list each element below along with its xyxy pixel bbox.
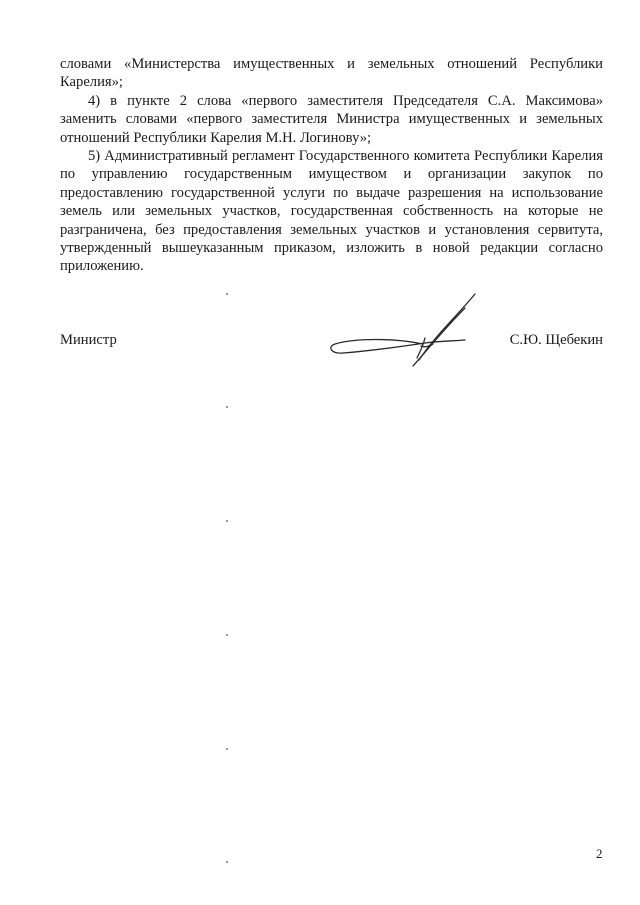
paragraph-continuation: словами «Министерства имущественных и земельных отношений Республики Карелия»; xyxy=(60,56,603,91)
scan-dot xyxy=(226,634,228,636)
scan-dot xyxy=(226,406,228,408)
page-number: 2 xyxy=(596,846,603,861)
paragraph-item-4: 4) в пункте 2 слова «первого заместителя Председателя С.А. Максимова» заменить словами «первого заместителя Министра имущественных и земельных отношений Республики Карелия М.Н. Логинову»; xyxy=(60,92,603,146)
scan-dot xyxy=(226,861,228,863)
paragraph-item-5: 5) Административный регламент Государственного комитета Республики Карелия по управлению государственным имуществом и организации закупок по предоставлению государственной услуги по выдаче разрешения на использование земель или земельных участков, государственная собственность на которые не разграничена, без предоставления земельных участков и установления сервитута, утвержденный вышеуказанным приказом, изложить в новой редакции согласно приложению. xyxy=(60,148,603,275)
scan-dot xyxy=(226,520,228,522)
signatory-name: С.Ю. Щебекин xyxy=(509,332,603,348)
signatory-title: Министр xyxy=(60,332,117,348)
handwritten-signature xyxy=(325,288,490,370)
scan-dot xyxy=(226,293,228,295)
document-body xyxy=(60,55,603,276)
scan-dot xyxy=(226,748,228,750)
